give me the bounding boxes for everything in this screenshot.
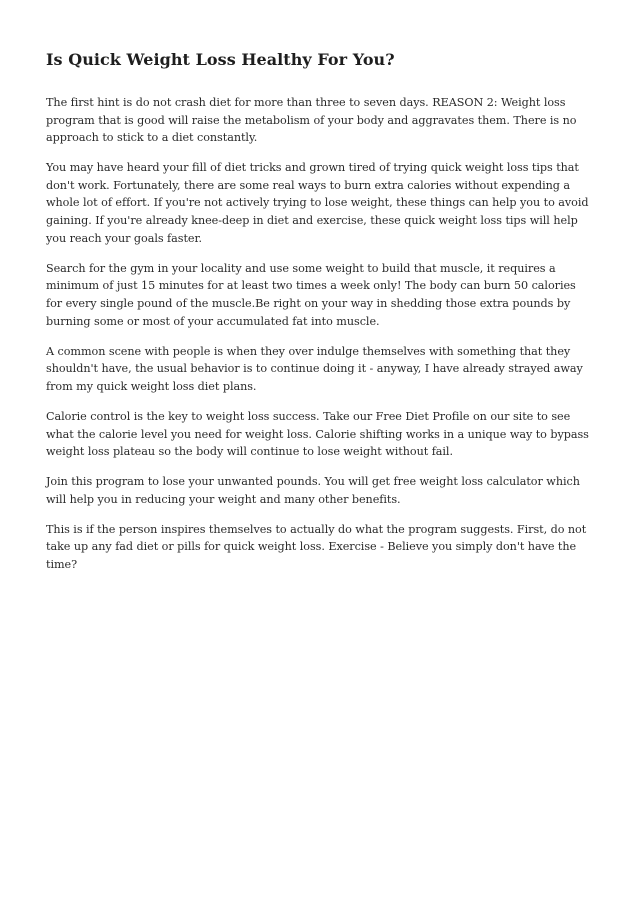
paragraph: You may have heard your fill of diet tricks and grown tired of trying quick weight loss tips that don't work. Fortunately, there are some real ways to burn extra calories without expending a whole lot of effort. If you're not actively trying to lose weight, these things can help you to avoid gaining. If you're already knee-deep in diet and exercise, these quick weight loss tips will help you reach your goals faster. bbox=[46, 161, 589, 245]
paragraph: This is if the person inspires themselves to actually do what the program suggests. First, do not take up any fad diet or pills for quick weight loss. Exercise - Believe you simply don't have the time? bbox=[46, 522, 587, 572]
paragraph: Search for the gym in your locality and use some weight to build that muscle, it requires a minimum of just 15 minutes for at least two times a week only! The body can burn 50 calories for every single pound of the muscle.Be right on your way in shedding those extra pounds by burning some or most of your accumulated fat into muscle. bbox=[46, 261, 576, 328]
paragraph: A common scene with people is when they over indulge themselves with something that they shouldn't have, the usual behavior is to continue doing it - anyway, I have already strayed away from my quick weight loss diet plans. bbox=[46, 344, 583, 393]
document-title: Is Quick Weight Loss Healthy For You? bbox=[46, 50, 395, 69]
paragraph: The first hint is do not crash diet for more than three to seven days. REASON 2: Weight loss program that is good will raise the metabolism of your body and aggravates them. There is no approach to stick to a diet constantly. bbox=[46, 96, 577, 145]
paragraph: Calorie control is the key to weight loss success. Take our Free Diet Profile on our site to see what the calorie level you need for weight loss. Calorie shifting works in a unique way to bypass weight loss plateau so the body will continue to lose weight without fail. bbox=[46, 409, 589, 459]
paragraph: Join this program to lose your unwanted pounds. You will get free weight loss calculator which will help you in reducing your weight and many other benefits. bbox=[46, 475, 580, 506]
document-body bbox=[46, 50, 594, 586]
